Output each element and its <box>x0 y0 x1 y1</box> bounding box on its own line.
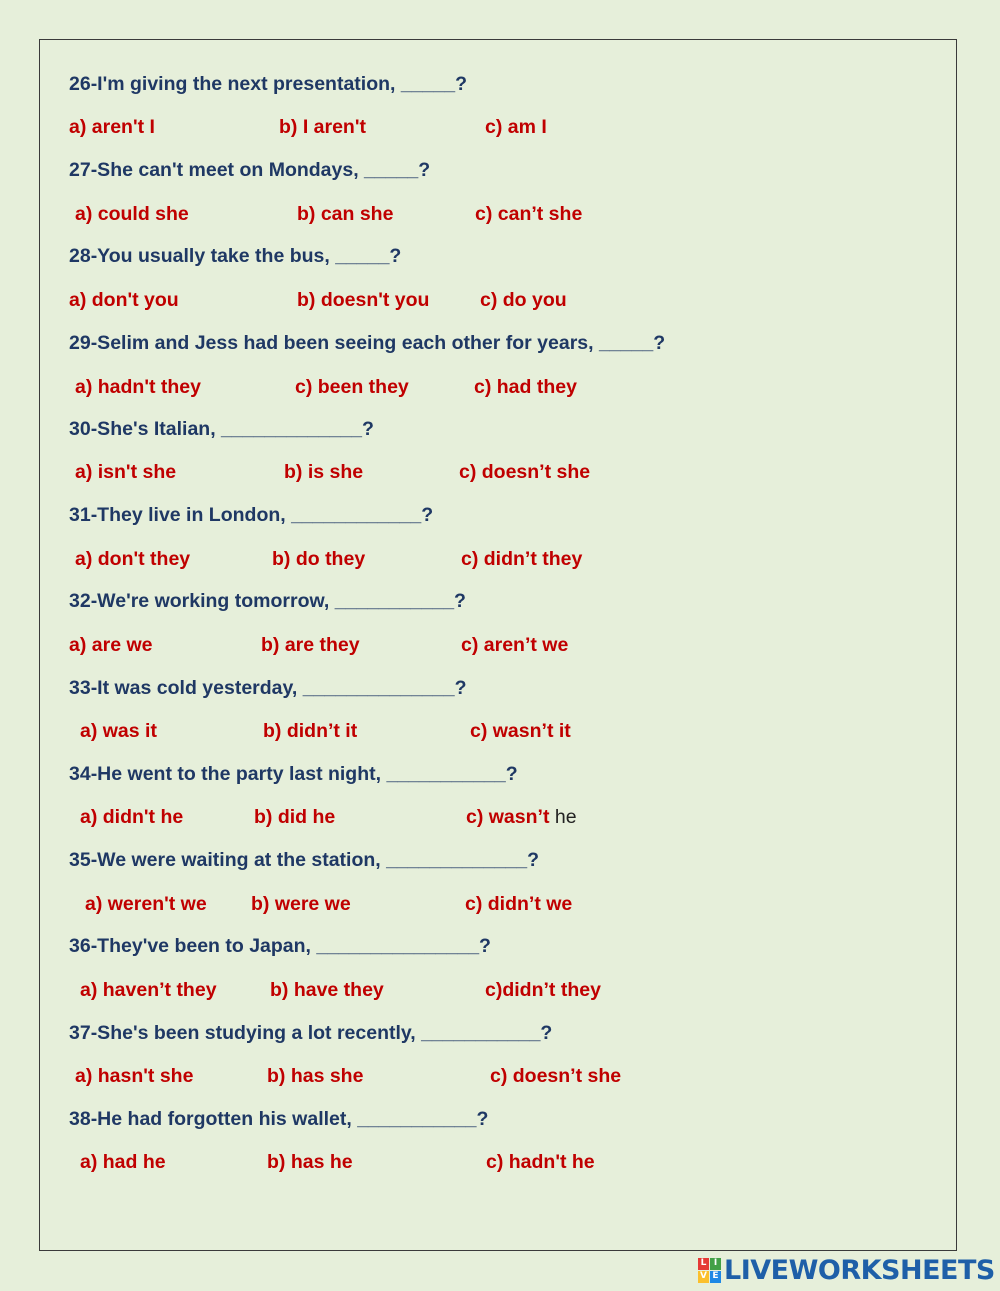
option-32-a[interactable]: a) are we <box>69 634 153 656</box>
question-33: 33-It was cold yesterday, ______________? <box>69 677 467 699</box>
question-29: 29-Selim and Jess had been seeing each other for years, _____? <box>69 332 666 354</box>
option-38-c[interactable]: c) hadn't he <box>486 1151 595 1173</box>
option-37-a[interactable]: a) hasn't she <box>75 1065 194 1087</box>
option-32-c[interactable]: c) aren’t we <box>461 634 569 656</box>
option-32-b[interactable]: b) are they <box>261 634 360 656</box>
option-30-b[interactable]: b) is she <box>284 461 364 483</box>
option-30-a[interactable]: a) isn't she <box>75 461 177 483</box>
option-29-b[interactable]: c) been they <box>295 376 409 398</box>
option-34-c-tail: he <box>554 806 577 828</box>
option-28-c[interactable]: c) do you <box>480 289 567 311</box>
option-31-b[interactable]: b) do they <box>272 548 366 570</box>
logo-letter-e: E <box>710 1271 721 1283</box>
option-27-a[interactable]: a) could she <box>75 203 189 225</box>
live-icon <box>698 1258 721 1283</box>
option-38-a[interactable]: a) had he <box>80 1151 166 1173</box>
question-31: 31-They live in London, ____________? <box>69 504 434 526</box>
option-37-b[interactable]: b) has she <box>267 1065 364 1087</box>
option-26-b[interactable]: b) I aren't <box>279 116 366 138</box>
option-31-c[interactable]: c) didn’t they <box>461 548 583 570</box>
option-33-b[interactable]: b) didn’t it <box>263 720 358 742</box>
option-35-b[interactable]: b) were we <box>251 893 351 915</box>
option-29-a[interactable]: a) hadn't they <box>75 376 201 398</box>
question-30: 30-She's Italian, _____________? <box>69 418 374 440</box>
option-26-a[interactable]: a) aren't I <box>69 116 155 138</box>
option-33-c[interactable]: c) wasn’t it <box>470 720 571 742</box>
option-29-c[interactable]: c) had they <box>474 376 577 398</box>
logo-letter-l: L <box>698 1258 709 1270</box>
option-28-a[interactable]: a) don't you <box>69 289 179 311</box>
worksheet-frame <box>39 39 957 1251</box>
option-30-c[interactable]: c) doesn’t she <box>459 461 591 483</box>
option-34-b[interactable]: b) did he <box>254 806 336 828</box>
question-27: 27-She can't meet on Mondays, _____? <box>69 159 431 181</box>
option-28-b[interactable]: b) doesn't you <box>297 289 430 311</box>
option-36-c[interactable]: c)didn’t they <box>485 979 601 1001</box>
question-37: 37-She's been studying a lot recently, ___________? <box>69 1022 553 1044</box>
logo-letter-i: I <box>710 1258 721 1270</box>
question-36: 36-They've been to Japan, _______________? <box>69 935 491 957</box>
option-34-c-label: c) wasn’t <box>466 806 550 828</box>
option-35-c[interactable]: c) didn’t we <box>465 893 573 915</box>
option-27-c[interactable]: c) can’t she <box>475 203 583 225</box>
question-35: 35-We were waiting at the station, _____________? <box>69 849 540 871</box>
option-26-c[interactable]: c) am I <box>485 116 547 138</box>
question-34: 34-He went to the party last night, ___________? <box>69 763 518 785</box>
option-35-a[interactable]: a) weren't we <box>85 893 207 915</box>
option-36-a[interactable]: a) haven’t they <box>80 979 217 1001</box>
option-31-a[interactable]: a) don't they <box>75 548 191 570</box>
liveworksheets-logo <box>698 1255 995 1285</box>
question-26: 26-I'm giving the next presentation, _____? <box>69 73 467 95</box>
question-32: 32-We're working tomorrow, ___________? <box>69 590 466 612</box>
option-34-a[interactable]: a) didn't he <box>80 806 184 828</box>
option-38-b[interactable]: b) has he <box>267 1151 353 1173</box>
logo-letter-v: V <box>698 1271 709 1283</box>
option-33-a[interactable]: a) was it <box>80 720 157 742</box>
logo-text: LIVEWORKSHEETS <box>724 1254 995 1286</box>
option-34-c[interactable] <box>466 805 577 829</box>
option-36-b[interactable]: b) have they <box>270 979 384 1001</box>
question-38: 38-He had forgotten his wallet, ___________? <box>69 1108 489 1130</box>
option-37-c[interactable]: c) doesn’t she <box>490 1065 622 1087</box>
question-28: 28-You usually take the bus, _____? <box>69 245 402 267</box>
option-27-b[interactable]: b) can she <box>297 203 394 225</box>
